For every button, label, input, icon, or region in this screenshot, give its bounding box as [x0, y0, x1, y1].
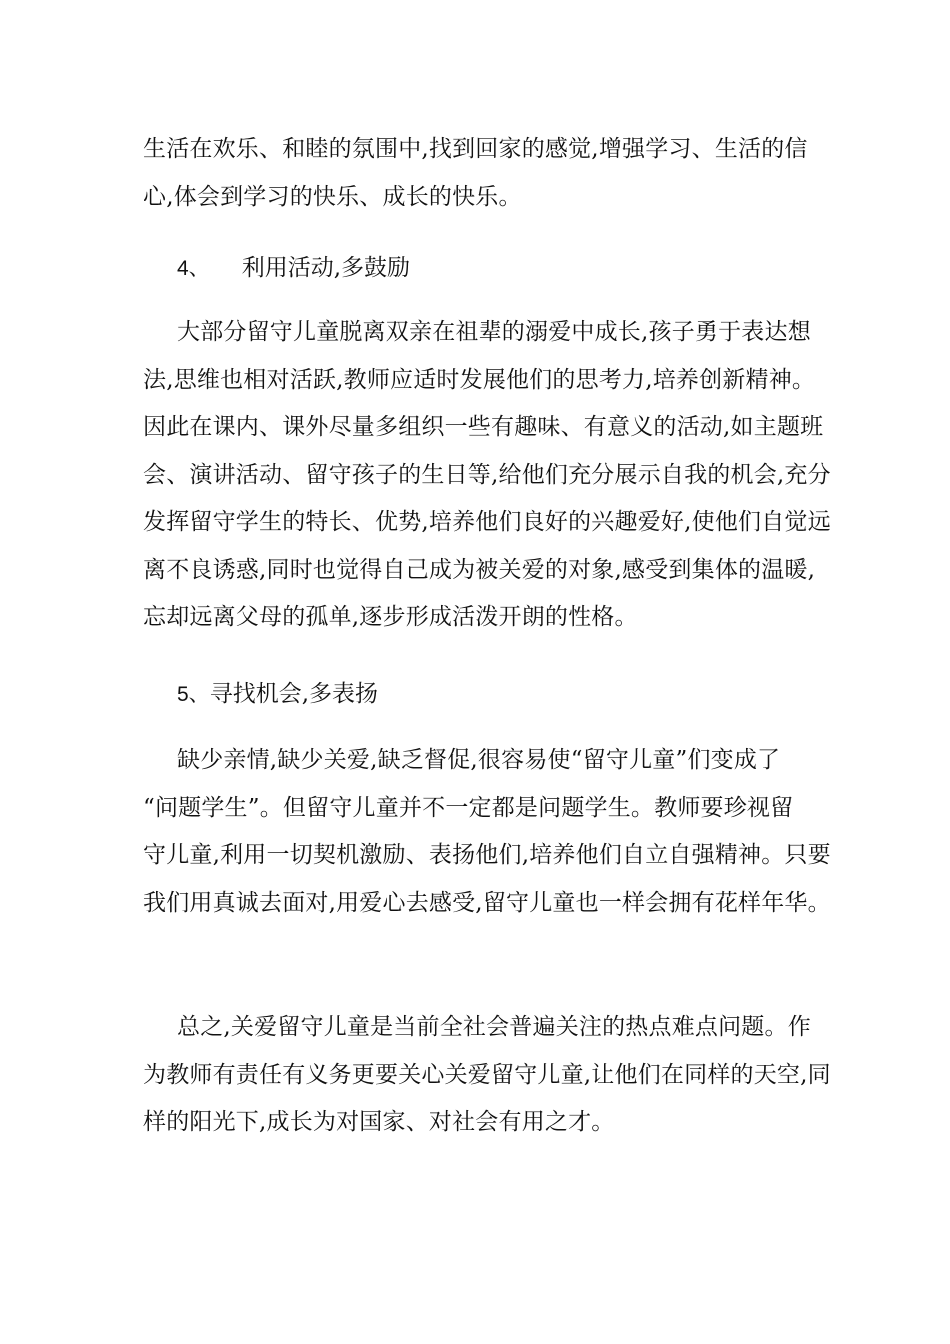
text-line: “问题学生”。但留守儿童并不一定都是问题学生。教师要珍视留 [143, 794, 794, 821]
paragraph-5 [143, 737, 831, 927]
paragraph-4 [143, 309, 831, 642]
text-line: 生活在欢乐、和睦的氛围中,找到回家的感觉,增强学习、生活的信 [143, 136, 808, 162]
text-line: 我们用真诚去面对,用爱心去感受,留守儿童也一样会拥有花样年华。 [143, 889, 831, 916]
heading-text: 寻找机会,多表扬 [209, 681, 378, 707]
text-line: 为教师有责任有义务更要关心关爱留守儿童,让他们在同样的天空,同 [143, 1061, 831, 1088]
text-line: 守儿童,利用一切契机激励、表扬他们,培养他们自立自强精神。只要 [143, 842, 831, 868]
section-heading-5 [177, 671, 378, 719]
paragraph-intro [143, 126, 811, 221]
paragraph-conclusion [143, 1004, 831, 1147]
text-line: 会、演讲活动、留守孩子的生日等,给他们充分展示自我的机会,充分 [143, 461, 831, 488]
text-line: 样的阳光下,成长为对国家、对社会有用之才。 [143, 1109, 615, 1135]
text-line: 大部分留守儿童脱离双亲在祖辈的溺爱中成长,孩子勇于表达想 [177, 319, 811, 345]
text-line: 缺少亲情,缺少关爱,缺乏督促,很容易使“留守儿童”们变成了 [177, 747, 781, 773]
heading-number: 4、 [177, 257, 210, 280]
text-line: 发挥留守学生的特长、优势,培养他们良好的兴趣爱好,使他们自觉远 [143, 509, 831, 535]
text-line: 忘却远离父母的孤单,逐步形成活泼开朗的性格。 [143, 604, 638, 630]
text-line: 离不良诱惑,同时也觉得自己成为被关爱的对象,感受到集体的温暖, [143, 556, 816, 583]
section-heading-4 [177, 245, 410, 293]
heading-text: 利用活动,多鼓励 [241, 255, 410, 281]
text-line: 法,思维也相对活跃,教师应适时发展他们的思考力,培养创新精神。 [143, 366, 816, 393]
heading-number: 5、 [177, 683, 210, 706]
text-line: 总之,关爱留守儿童是当前全社会普遍关注的热点难点问题。作 [177, 1014, 811, 1040]
text-line: 心,体会到学习的快乐、成长的快乐。 [143, 183, 522, 210]
text-line: 因此在课内、课外尽量多组织一些有趣味、有意义的活动,如主题班 [143, 414, 824, 440]
